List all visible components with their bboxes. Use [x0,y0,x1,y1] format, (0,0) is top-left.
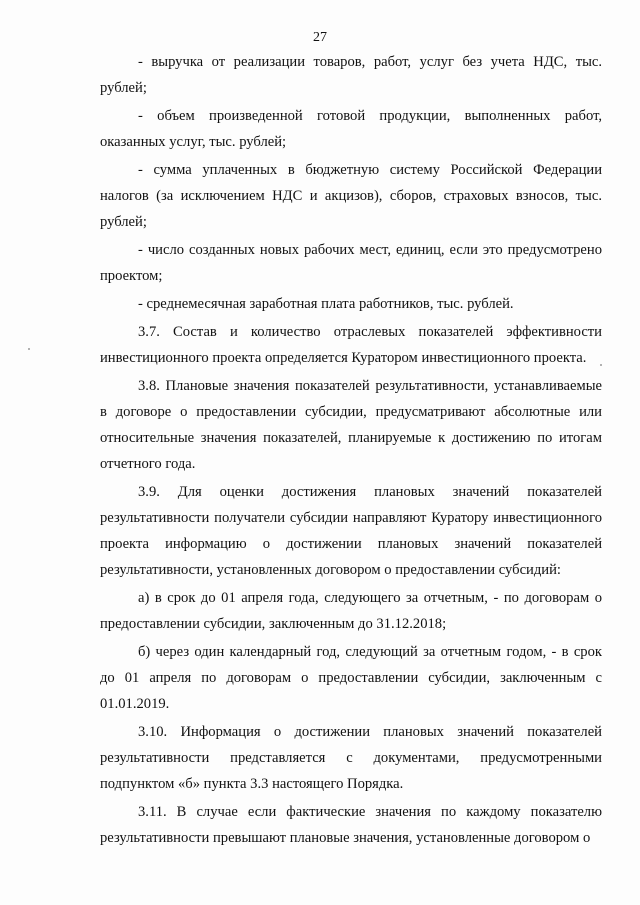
scan-speck [28,348,30,350]
page-number: 27 [313,30,327,45]
paragraph-3-9: 3.9. Для оценки достижения плановых значений показателей результативности получатели субсидии направляют Куратору инвестиционного проекта информацию о достижении плановых значений показателей результативности, установленных договором о предоставлении субсидий: [100,484,602,578]
paragraph-revenue: - выручка от реализации товаров, работ, услуг без учета НДС, тыс. рублей; [100,54,602,96]
document-body [100,49,602,851]
paragraph-average-salary: - среднемесячная заработная плата работников, тыс. рублей. [138,296,514,312]
paragraph-3-11: 3.11. В случае если фактические значения по каждому показателю результативности превышают плановые значения, установленные договором о [100,804,602,846]
paragraph-3-8: 3.8. Плановые значения показателей результативности, устанавливаемые в договоре о предоставлении субсидии, предусматривают абсолютные или относительные значения показателей, планируемые к достижению по итогам отчетного года. [100,378,602,472]
paragraph-production-volume: - объем произведенной готовой продукции, выполненных работ, оказанных услуг, тыс. рублей; [100,108,602,150]
scan-speck [600,364,602,366]
paragraph-3-9-a: а) в срок до 01 апреля года, следующего за отчетным, - по договорам о предоставлении субсидии, заключенным до 31.12.2018; [100,590,602,632]
paragraph-new-jobs: - число созданных новых рабочих мест, единиц, если это предусмотрено проектом; [100,242,602,284]
paragraph-3-9-b: б) через один календарный год, следующий за отчетным годом, - в срок до 01 апреля по договорам о предоставлении субсидии, заключенным с 01.01.2019. [100,644,602,712]
paragraph-3-7: 3.7. Состав и количество отраслевых показателей эффективности инвестиционного проекта определяется Куратором инвестиционного проекта. [100,324,602,366]
paragraph-3-10: 3.10. Информация о достижении плановых значений показателей результативности представляется с документами, предусмотренными подпунктом «б» пункта 3.3 настоящего Порядка. [100,724,602,792]
paragraph-taxes-paid: - сумма уплаченных в бюджетную систему Российской Федерации налогов (за исключением НДС и акцизов), сборов, страховых взносов, тыс. рублей; [100,162,602,230]
